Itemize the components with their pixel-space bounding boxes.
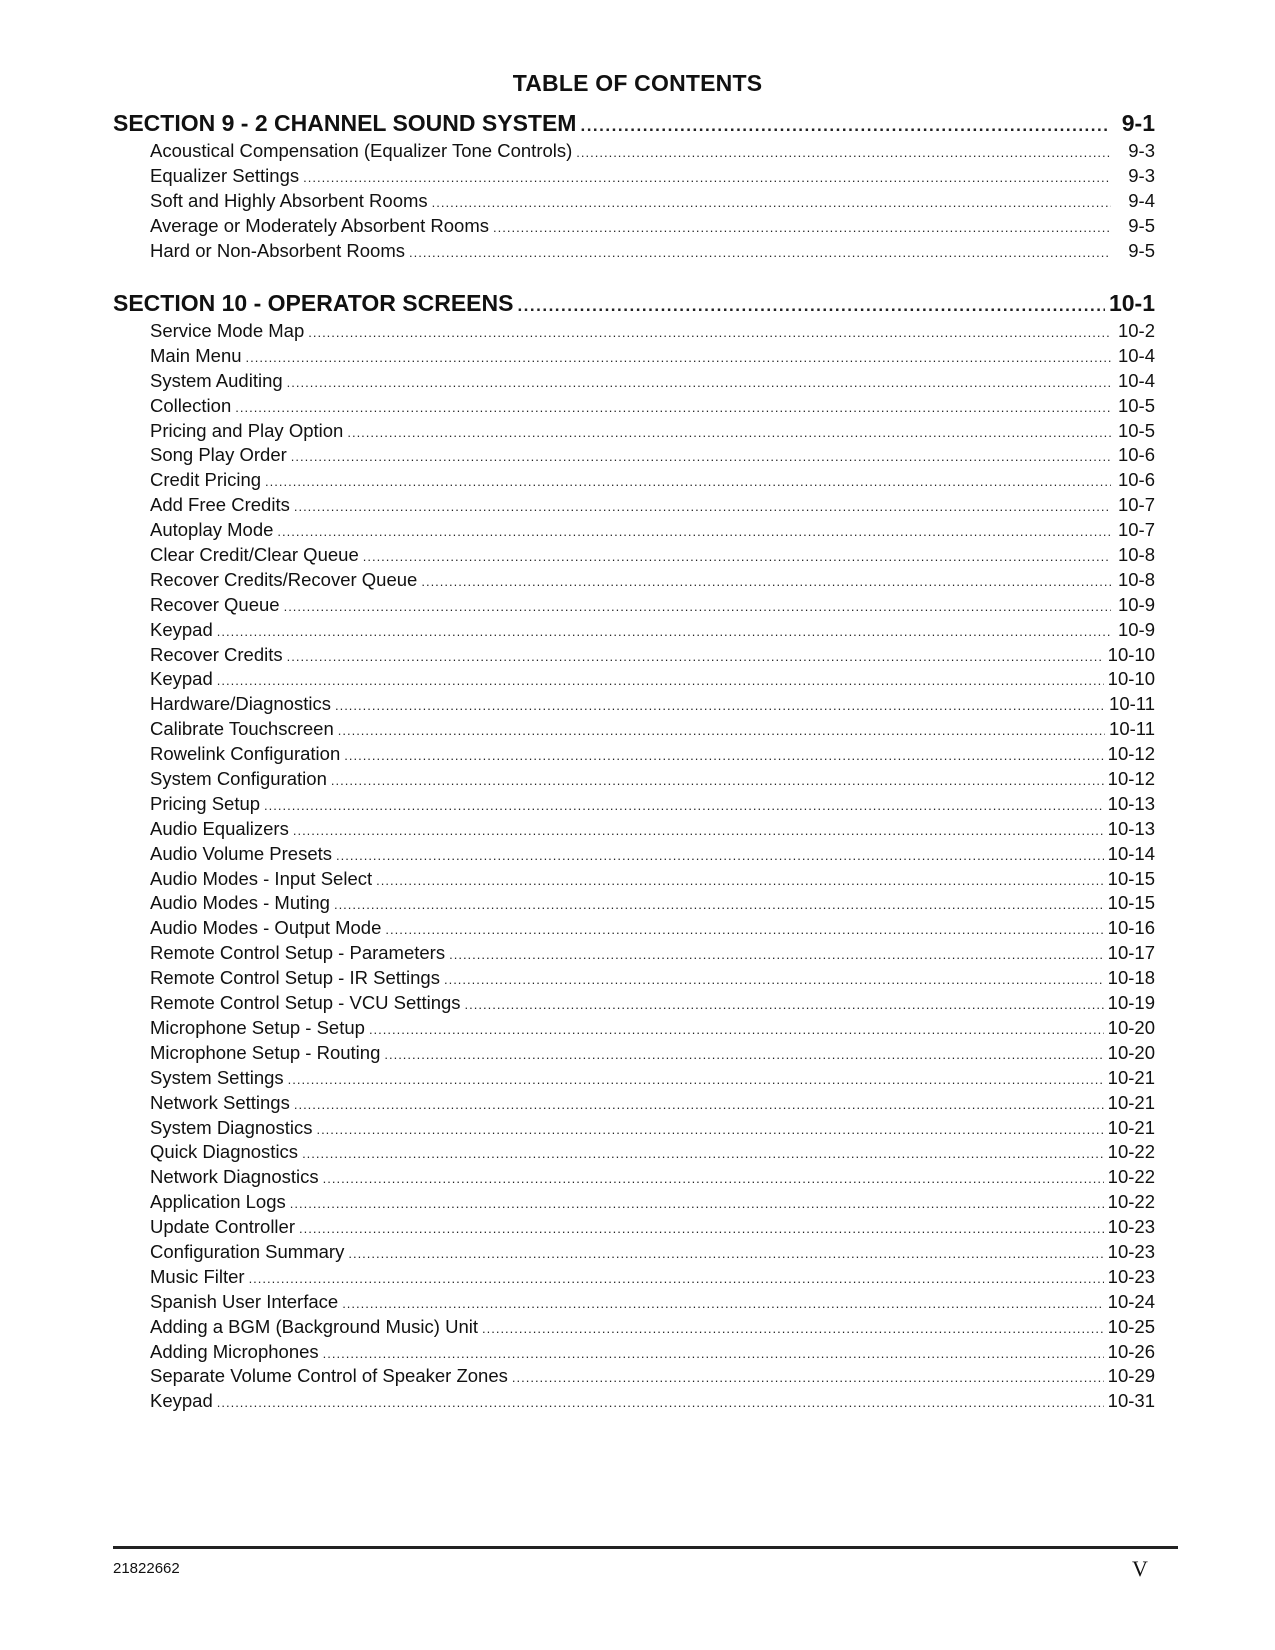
toc-entry[interactable]	[113, 768, 1155, 793]
toc-entry[interactable]	[113, 240, 1155, 265]
toc-entry-page: 10-31	[1107, 1390, 1155, 1412]
toc-entry-page: 10-23	[1107, 1265, 1155, 1287]
dot-leader	[336, 848, 1104, 863]
toc-entry-page: 10-16	[1107, 917, 1155, 939]
toc-entry-page: 10-25	[1107, 1315, 1155, 1337]
toc-entry-label: Pricing Setup	[150, 792, 261, 814]
toc-entry-label: System Configuration	[150, 768, 327, 790]
toc-entry[interactable]	[113, 1067, 1155, 1092]
toc-entry-page: 9-5	[1128, 214, 1155, 236]
toc-entry-label: Acoustical Compensation (Equalizer Tone Controls)	[150, 140, 573, 161]
toc-entry-page: 10-12	[1107, 743, 1155, 765]
toc-entry-label: Audio Equalizers	[150, 817, 289, 839]
dot-leader	[303, 170, 1111, 185]
toc-entry-page: 10-6	[1117, 469, 1155, 491]
toc-entry-label: Keypad	[150, 668, 213, 690]
toc-entry-page: 10-17	[1107, 942, 1155, 964]
toc-entry[interactable]	[113, 693, 1155, 718]
dot-leader	[316, 1122, 1103, 1137]
toc-entry-label: Keypad	[150, 1390, 213, 1412]
toc-entry-label: Average or Moderately Absorbent Rooms	[150, 214, 490, 236]
toc-entry-label: Microphone Setup - Routing	[150, 1041, 381, 1063]
toc-entry-label: Audio Modes - Output Mode	[150, 917, 382, 939]
toc-entry[interactable]	[113, 469, 1155, 494]
toc-entry-label: Autoplay Mode	[150, 519, 274, 541]
toc-entry-label: Audio Modes - Input Select	[150, 867, 373, 889]
toc-entry-label: Add Free Credits	[150, 494, 290, 516]
dot-leader	[284, 599, 1111, 614]
toc-entry-page: 10-21	[1107, 1091, 1155, 1113]
toc-entry-page: 10-26	[1107, 1340, 1155, 1362]
dot-leader	[344, 748, 1103, 763]
dot-leader	[235, 400, 1111, 415]
toc-entry-page: 10-13	[1107, 817, 1155, 839]
toc-entry-page: 10-5	[1117, 394, 1155, 416]
dot-leader	[580, 116, 1107, 136]
toc-entry[interactable]	[113, 494, 1155, 519]
dot-leader	[264, 798, 1104, 813]
dot-leader	[335, 698, 1105, 713]
toc-entry-page: 9-3	[1128, 164, 1155, 186]
toc-entry[interactable]	[113, 644, 1155, 669]
toc-entry-label: Network Diagnostics	[150, 1166, 319, 1188]
dot-leader	[342, 1296, 1103, 1311]
toc-entry-label: Microphone Setup - Setup	[150, 1016, 365, 1038]
toc-entry-page: 9-3	[1128, 140, 1155, 161]
toc-entry-label: Network Settings	[150, 1091, 290, 1113]
section-heading: SECTION 10 - OPERATOR SCREENS	[113, 290, 514, 316]
toc-entry[interactable]	[113, 917, 1155, 942]
toc-entry-page: 10-13	[1107, 792, 1155, 814]
dot-leader	[265, 474, 1111, 489]
toc-entry[interactable]	[113, 619, 1155, 644]
toc-entry-label: Configuration Summary	[150, 1240, 345, 1262]
toc-entry-page: 10-24	[1107, 1290, 1155, 1312]
toc-entry-page: 10-10	[1107, 668, 1155, 690]
dot-leader	[409, 245, 1111, 260]
document-number: 21822662	[113, 1560, 180, 1577]
toc-entry[interactable]	[113, 544, 1155, 569]
toc-entry-label: Hardware/Diagnostics	[150, 693, 331, 715]
dot-leader	[449, 947, 1104, 962]
toc-entry-page: 10-21	[1107, 1066, 1155, 1088]
section-10-entries	[113, 320, 1155, 1415]
dot-leader	[323, 1171, 1104, 1186]
dot-leader	[293, 823, 1104, 838]
toc-entry[interactable]	[113, 1017, 1155, 1042]
toc-entry-label: Clear Credit/Clear Queue	[150, 544, 359, 566]
section-page-number: 9-1	[1121, 110, 1155, 136]
toc-entry-page: 10-18	[1107, 967, 1155, 989]
page-title: TABLE OF CONTENTS	[512, 70, 763, 96]
toc-entry[interactable]	[113, 190, 1155, 215]
toc-entry-label: Remote Control Setup - IR Settings	[150, 967, 440, 989]
toc-entry-label: System Auditing	[150, 369, 283, 391]
toc-entry-label: Song Play Order	[150, 444, 287, 466]
toc-entry-page: 10-5	[1117, 419, 1155, 441]
section-heading-row[interactable]	[113, 290, 1155, 320]
dot-leader	[369, 1022, 1104, 1037]
dot-leader	[217, 1395, 1104, 1410]
section-10	[113, 290, 1155, 1415]
dot-leader	[299, 1221, 1104, 1236]
toc-entry[interactable]	[113, 1216, 1155, 1241]
dot-leader	[217, 673, 1104, 688]
dot-leader	[323, 1346, 1104, 1361]
toc-entry-label: Soft and Highly Absorbent Rooms	[150, 189, 428, 211]
toc-entry[interactable]	[113, 1266, 1155, 1291]
toc-entry-label: Pricing and Play Option	[150, 419, 344, 441]
toc-entry-page: 9-4	[1128, 189, 1155, 211]
toc-entry-label: Credit Pricing	[150, 469, 262, 491]
dot-leader	[331, 773, 1104, 788]
dot-leader	[249, 1271, 1104, 1286]
section-page-number: 10-1	[1108, 290, 1155, 316]
toc-entry[interactable]	[113, 718, 1155, 743]
dot-leader	[512, 1370, 1104, 1385]
dot-leader	[277, 524, 1111, 539]
toc-entry[interactable]	[113, 1042, 1155, 1067]
section-heading: SECTION 9 - 2 CHANNEL SOUND SYSTEM	[113, 110, 577, 136]
toc-entry-page: 10-6	[1117, 444, 1155, 466]
dot-leader	[290, 1196, 1104, 1211]
dot-leader	[338, 723, 1105, 738]
toc-entry-page: 10-15	[1107, 892, 1155, 914]
toc-entry[interactable]	[113, 1365, 1155, 1390]
toc-entry-page: 10-9	[1117, 593, 1155, 615]
toc-entry-label: System Diagnostics	[150, 1116, 313, 1138]
toc-entry-page: 10-12	[1107, 768, 1155, 790]
dot-leader	[288, 1072, 1104, 1087]
toc-entry[interactable]	[113, 420, 1155, 445]
toc-entry-page: 10-21	[1107, 1116, 1155, 1138]
dot-leader	[363, 549, 1111, 564]
toc-entry-label: Audio Volume Presets	[150, 842, 333, 864]
toc-entry[interactable]	[113, 569, 1155, 594]
toc-entry-page: 10-2	[1117, 320, 1155, 341]
toc-entry-page: 10-8	[1117, 568, 1155, 590]
toc-entry-page: 10-23	[1107, 1240, 1155, 1262]
section-9	[113, 110, 1155, 264]
toc-entry-label: Quick Diagnostics	[150, 1141, 299, 1163]
toc-entry[interactable]	[113, 1166, 1155, 1191]
dot-leader	[482, 1321, 1104, 1336]
section-9-entries	[113, 140, 1155, 264]
dot-leader	[294, 499, 1111, 514]
toc-entry-label: Recover Credits	[150, 643, 283, 665]
toc-entry[interactable]	[113, 519, 1155, 544]
toc-entry[interactable]	[113, 1117, 1155, 1142]
dot-leader	[517, 296, 1105, 316]
toc-entry-page: 10-10	[1107, 643, 1155, 665]
toc-entry-label: Calibrate Touchscreen	[150, 718, 334, 740]
toc-entry[interactable]	[113, 1341, 1155, 1366]
footer-divider	[113, 1546, 1178, 1549]
toc-entry-label: Adding a BGM (Background Music) Unit	[150, 1315, 478, 1337]
dot-leader	[302, 1146, 1104, 1161]
toc-entry[interactable]	[113, 1390, 1155, 1415]
toc-entry[interactable]	[113, 942, 1155, 967]
toc-entry-page: 10-9	[1117, 618, 1155, 640]
toc-entry-page: 10-22	[1107, 1166, 1155, 1188]
toc-entry-label: Separate Volume Control of Speaker Zones	[150, 1365, 508, 1387]
toc-entry[interactable]	[113, 1241, 1155, 1266]
toc-entry-page: 10-23	[1107, 1216, 1155, 1238]
page-number: V	[1132, 1556, 1148, 1581]
section-heading-row[interactable]	[113, 110, 1155, 140]
dot-leader	[291, 449, 1111, 464]
dot-leader	[465, 997, 1104, 1012]
toc-entry-page: 10-7	[1117, 519, 1155, 541]
dot-leader	[287, 649, 1104, 664]
toc-entry-page: 10-14	[1107, 842, 1155, 864]
dot-leader	[421, 574, 1111, 589]
dot-leader	[385, 922, 1103, 937]
dot-leader	[384, 1047, 1103, 1062]
toc-entry[interactable]	[113, 967, 1155, 992]
toc-entry[interactable]	[113, 1141, 1155, 1166]
toc-entry-label: Remote Control Setup - VCU Settings	[150, 992, 461, 1014]
toc-entry[interactable]	[113, 818, 1155, 843]
dot-leader	[246, 350, 1111, 365]
toc-entry-label: Collection	[150, 394, 232, 416]
toc-entry-page: 9-5	[1128, 239, 1155, 261]
toc-entry[interactable]	[113, 992, 1155, 1017]
toc-entry-label: Audio Modes - Muting	[150, 892, 330, 914]
toc-entry-page: 10-11	[1109, 718, 1155, 740]
toc-entry[interactable]	[113, 868, 1155, 893]
dot-leader	[347, 425, 1111, 440]
dot-leader	[287, 375, 1111, 390]
toc-entry[interactable]	[113, 320, 1155, 345]
toc-entry-page: 10-7	[1117, 494, 1155, 516]
toc-entry-label: Rowelink Configuration	[150, 743, 341, 765]
dot-leader	[493, 220, 1111, 235]
dot-leader	[348, 1246, 1103, 1261]
toc-entry[interactable]	[113, 1092, 1155, 1117]
dot-leader	[334, 897, 1104, 912]
toc-entry-label: Keypad	[150, 618, 213, 640]
toc-entry-label: Application Logs	[150, 1191, 286, 1213]
toc-entry-label: Music Filter	[150, 1265, 245, 1287]
toc-entry[interactable]	[113, 668, 1155, 693]
toc-entry[interactable]	[113, 594, 1155, 619]
toc-entry[interactable]	[113, 444, 1155, 469]
toc-entry[interactable]	[113, 843, 1155, 868]
dot-leader	[294, 1097, 1104, 1112]
toc-entry-page: 10-15	[1107, 867, 1155, 889]
toc-entry-label: Hard or Non-Absorbent Rooms	[150, 239, 405, 261]
toc-entry-label: Update Controller	[150, 1216, 295, 1238]
toc-entry[interactable]	[113, 1191, 1155, 1216]
toc-entry[interactable]	[113, 1291, 1155, 1316]
toc-entry[interactable]	[113, 892, 1155, 917]
toc-entry[interactable]	[113, 1316, 1155, 1341]
toc-entry-page: 10-8	[1117, 544, 1155, 566]
toc-entry[interactable]	[113, 215, 1155, 240]
dot-leader	[444, 972, 1104, 987]
toc-entry-label: System Settings	[150, 1066, 284, 1088]
toc-entry-label: Adding Microphones	[150, 1340, 319, 1362]
toc-entry-label: Spanish User Interface	[150, 1290, 339, 1312]
dot-leader	[308, 325, 1111, 340]
dot-leader	[432, 195, 1111, 210]
toc-entry-label: Equalizer Settings	[150, 164, 300, 186]
toc-entry-page: 10-19	[1107, 992, 1155, 1014]
toc-entry[interactable]	[113, 140, 1155, 165]
toc-entry-label: Service Mode Map	[150, 320, 305, 341]
toc-entry[interactable]	[113, 345, 1155, 370]
toc-entry-page: 10-22	[1107, 1191, 1155, 1213]
toc-entry-page: 10-11	[1109, 693, 1155, 715]
toc-entry-page: 10-20	[1107, 1041, 1155, 1063]
toc-entry[interactable]	[113, 793, 1155, 818]
toc-entry-page: 10-4	[1117, 344, 1155, 366]
toc-entry[interactable]	[113, 370, 1155, 395]
toc-entry-label: Recover Queue	[150, 593, 280, 615]
toc-entry-page: 10-4	[1117, 369, 1155, 391]
toc-entry[interactable]	[113, 165, 1155, 190]
toc-entry-page: 10-20	[1107, 1016, 1155, 1038]
toc-entry-page: 10-22	[1107, 1141, 1155, 1163]
toc-entry-label: Remote Control Setup - Parameters	[150, 942, 446, 964]
toc-entry[interactable]	[113, 395, 1155, 420]
dot-leader	[217, 624, 1111, 639]
toc-entry-page: 10-29	[1107, 1365, 1155, 1387]
toc-entry-label: Main Menu	[150, 344, 242, 366]
dot-leader	[576, 145, 1111, 160]
toc-entry[interactable]	[113, 743, 1155, 768]
toc-entry-label: Recover Credits/Recover Queue	[150, 568, 418, 590]
dot-leader	[376, 873, 1104, 888]
